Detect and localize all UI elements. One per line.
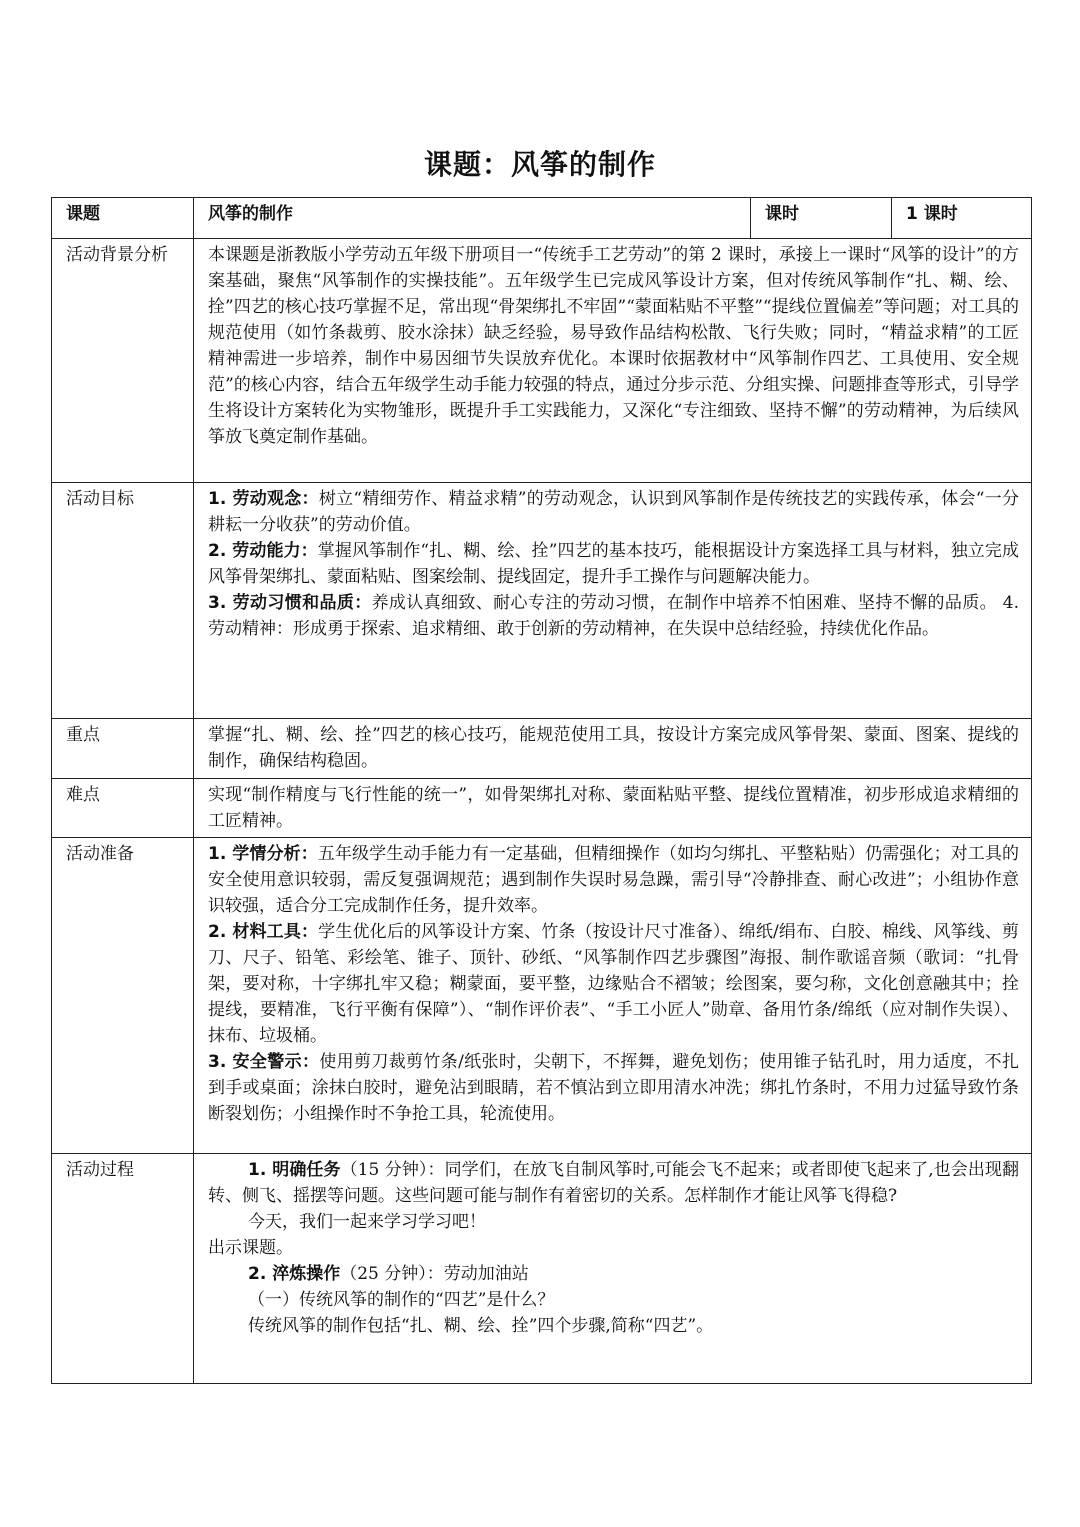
goal-text: 养成认真细致、耐心专注的劳动习惯，在制作中培养不怕困难、坚持不懈的品质。 4. 劳动精神：形成勇于探索、追求精细、敢于创新的劳动精神，在失误中总结经验，持续优化作品。	[208, 593, 1019, 639]
goal-item	[208, 590, 1019, 642]
step1-text: 同学们，在放飞自制风筝时,可能会飞不起来；或者即使飞起来了,也会出现翻转、侧飞、摇摆等问题。这些问题可能与制作有着密切的关系。怎样制作才能让风筝飞得稳?	[208, 1160, 1019, 1206]
preparation-lead: 3. 安全警示：	[208, 1052, 320, 1072]
process-line-today: 今天，我们一起来学习学习吧！	[248, 1212, 486, 1232]
goal-text: 树立“精细劳作、精益求精”的劳动观念，认识到风筝制作是传统技艺的实践传承，体会“一分耕耘一分收获”的劳动价值。	[208, 489, 1019, 535]
preparation-text: 使用剪刀裁剪竹条/纸张时，尖朝下，不挥舞，避免划伤；使用锥子钻孔时，用力适度，不扎到手或桌面；涂抹白胶时，避免沾到眼睛，若不慎沾到立即用清水冲洗；绑扎竹条时，不用力过猛导致竹条断裂划伤；小组操作时不争抢工具，轮流使用。	[208, 1052, 1019, 1124]
preparation-item	[208, 1049, 1019, 1127]
process-label: 活动过程	[52, 1154, 194, 1384]
process-step-1	[208, 1157, 1019, 1209]
preparation-text: 五年级学生动手能力有一定基础，但精细操作（如均匀绑扎、平整粘贴）仍需强化；对工具的安全使用意识较弱，需反复强调规范；遇到制作失误时易急躁，需引导“冷静排查、耐心改进”；小组协作意识较强，适合分工完成制作任务，提升效率。	[208, 844, 1019, 916]
background-label: 活动背景分析	[52, 239, 194, 483]
background-row	[52, 239, 1032, 483]
lesson-plan-table	[51, 197, 1032, 1384]
preparation-cell	[194, 838, 1032, 1154]
page-title: 课题：风筝的制作	[423, 148, 656, 181]
goal-item	[208, 486, 1019, 538]
label-topic: 课题	[52, 198, 194, 239]
preparation-lead: 2. 材料工具：	[208, 922, 319, 942]
goals-row	[52, 483, 1032, 719]
preparation-item	[208, 841, 1019, 919]
step2-time: （25 分钟）：	[340, 1264, 444, 1284]
difficulty-text: 实现“制作精度与飞行性能的统一”，如骨架绑扎对称、蒙面粘贴平整、提线位置精准，初步形成追求精细的工匠精神。	[208, 785, 1019, 831]
topic-value: 风筝的制作	[194, 198, 751, 239]
background-text: 本课题是浙教版小学劳动五年级下册项目一“传统手工艺劳动”的第 2 课时，承接上一课时“风筝的设计”的方案基础，聚焦“风筝制作的实操技能”。五年级学生已完成风筝设计方案，但对传统风筝制作“扎、糊、绘、拴”四艺的核心技巧掌握不足，常出现“骨架绑扎不牢固”“蒙面粘贴不平整”“提线位置偏差”等问题；对工具的规范使用（如竹条裁剪、胶水涂抹）缺乏经验，易导致作品结构松散、飞行失败；同时，“精益求精”的工匠精神需进一步培养，制作中易因细节失误放弃优化。本课时依据教材中“风筝制作四艺、工具使用、安全规范”的核心内容，结合五年级学生动手能力较强的特点，通过分步示范、分组实操、问题排查等形式，引导学生将设计方案转化为实物雏形，既提升手工实践能力，又深化“专注细致、坚持不懈”的劳动精神，为后续风筝放飞奠定制作基础。	[208, 245, 1019, 447]
preparation-label: 活动准备	[52, 838, 194, 1154]
preparation-text: 学生优化后的风筝设计方案、竹条（按设计尺寸准备）、绵纸/绢布、白胶、棉线、风筝线、剪刀、尺子、铅笔、彩绘笔、锥子、顶针、砂纸、“风筝制作四艺步骤图”海报、制作歌谣音频（歌词：“扎骨架，要对称，十字绑扎牢又稳；糊蒙面，要平整，边缘贴合不褶皱；绘图案，要匀称，文化创意融其中；拴提线，要精准，飞行平衡有保障”）、“制作评价表”、“手工小匠人”勋章、备用竹条/绵纸（应对制作失误）、抹布、垃圾桶。	[208, 922, 1019, 1046]
hours-value: 1 课时	[892, 198, 1032, 239]
key-point-cell	[194, 719, 1032, 779]
preparation-item	[208, 919, 1019, 1049]
process-step-2	[208, 1261, 1019, 1287]
process-sub-text: 传统风筝的制作包括“扎、糊、绘、拴”四个步骤,简称“四艺”。	[248, 1316, 714, 1336]
process-row	[52, 1154, 1032, 1384]
goal-lead: 2. 劳动能力：	[208, 541, 318, 561]
goal-text: 掌握风筝制作“扎、糊、绘、拴”四艺的基本技巧，能根据设计方案选择工具与材料，独立完成风筝骨架绑扎、蒙面粘贴、图案绘制、提线固定，提升手工操作与问题解决能力。	[208, 541, 1019, 587]
key-point-label: 重点	[52, 719, 194, 779]
step1-lead: 1. 明确任务	[248, 1160, 341, 1180]
header-row	[52, 198, 1032, 239]
difficulty-label: 难点	[52, 779, 194, 838]
key-point-row	[52, 719, 1032, 779]
goals-label: 活动目标	[52, 483, 194, 719]
goals-cell	[194, 483, 1032, 719]
step2-lead: 2. 淬炼操作	[248, 1264, 341, 1284]
preparation-lead: 1. 学情分析：	[208, 844, 318, 864]
step1-time: （15 分钟）：	[340, 1160, 445, 1180]
step2-text: 劳动加油站	[443, 1264, 529, 1284]
difficulty-row	[52, 779, 1032, 838]
process-sub-heading: （一）传统风筝的制作的“四艺”是什么？	[248, 1290, 555, 1310]
difficulty-cell	[194, 779, 1032, 838]
preparation-row	[52, 838, 1032, 1154]
label-hours: 课时	[751, 198, 892, 239]
goal-lead: 3. 劳动习惯和品质：	[208, 593, 372, 613]
key-point-text: 掌握“扎、糊、绘、拴”四艺的核心技巧，能规范使用工具，按设计方案完成风筝骨架、蒙面、图案、提线的制作，确保结构稳固。	[208, 725, 1019, 771]
process-cell	[194, 1154, 1032, 1384]
goal-lead: 1. 劳动观念：	[208, 489, 319, 509]
process-line-topic: 出示课题。	[208, 1238, 293, 1258]
background-cell	[194, 239, 1032, 483]
goal-item	[208, 538, 1019, 590]
